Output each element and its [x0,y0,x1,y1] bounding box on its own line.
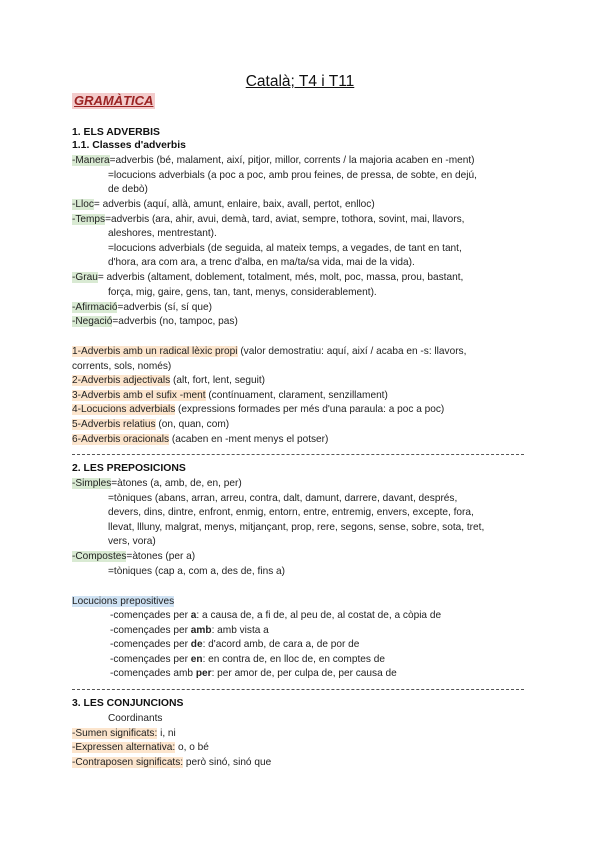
locucio-row [110,624,269,637]
locucio-keyword: en [190,654,203,665]
line-toniques-2: devers, dins, dintre, enfront, enmig, entorn, entre, entremig, envers, excepte, fora, [108,507,474,518]
line-temps-3: =locucions adverbials (de seguida, al mateix temps, a vegades, de tant en tant, [108,243,462,254]
divider [72,689,524,690]
label-alternativa: -Expressen alternativa: [72,742,176,753]
item-afirmacio [72,301,212,314]
label-tipus-2: 2-Adverbis adjectivals [72,375,171,386]
line-grau-2: força, mig, gaire, gens, tan, tant, menys, considerablement). [108,287,377,298]
locucio-examples: : en contra de, en lloc de, en comptes de [202,654,385,665]
locucio-row [110,638,359,651]
line-toniques-4: vers, vora) [108,536,156,547]
item-simples [72,477,242,490]
label-afirmacio: -Afirmació [72,302,118,313]
text-temps: =adverbis (ara, ahir, avui, demà, tard, aviat, sempre, tothora, sovint, mai, llavors, [105,214,465,225]
line-compostes-2: =tòniques (cap a, com a, des de, fins a) [108,566,286,577]
item-tipus-1 [72,345,466,358]
label-tipus-1: 1-Adverbis amb un radical lèxic propi [72,346,238,357]
locucio-keyword: a [190,610,197,621]
text-compostes: =àtones (per a) [126,551,196,562]
locucio-prefix: -començades amb [110,668,196,679]
locucio-prefix: -començades per [110,654,191,665]
locucio-examples: : d'acord amb, de cara a, de por de [202,639,360,650]
locucio-row [110,653,385,666]
text-contraposen: però sinó, sinó que [183,757,272,768]
label-locucions: Locucions prepositives [72,596,175,607]
label-tipus-5: 5-Adverbis relatius [72,419,156,430]
locucio-examples: : per amor de, per culpa de, per causa de [211,668,397,679]
item-grau [72,271,463,284]
locucio-keyword: per [195,668,212,679]
locucio-prefix: -començades per [110,625,191,636]
label-manera: -Manera [72,155,110,166]
item-alternativa [72,741,209,754]
text-tipus-2: (alt, fort, lent, seguit) [170,375,265,386]
item-sumen [72,727,176,740]
line-toniques-1: =tòniques (abans, arran, arreu, contra, dalt, damunt, darrere, davant, després, [108,493,458,504]
subheading-coordinants: Coordinants [108,713,163,724]
label-negacio: -Negació [72,316,113,327]
locucio-prefix: -començades per [110,639,191,650]
line-tipus-1-2: corrents, sols, només) [72,361,172,372]
item-lloc [72,198,375,211]
item-tipus-4 [72,403,444,416]
item-temps [72,213,464,226]
line-temps-4: d'hora, ara com ara, a trenc d'alba, en ma/ta/sa vida, mai de la vida). [108,257,415,268]
heading-conjuncions: 3. LES CONJUNCIONS [72,698,184,709]
text-negacio: =adverbis (no, tampoc, pas) [112,316,238,327]
label-simples: -Simples [72,478,112,489]
label-sumen: -Sumen significats: [72,728,158,739]
divider [72,454,524,455]
locucio-examples: : a causa de, a fi de, al peu de, al costat de, a còpia de [196,610,442,621]
text-alternativa: o, o bé [175,742,209,753]
document-title: Català; T4 i T11 [245,73,355,90]
label-temps: -Temps [72,214,106,225]
text-sumen: i, ni [157,728,176,739]
text-tipus-5: (on, quan, com) [155,419,230,430]
item-negacio [72,315,238,328]
text-simples: =àtones (a, amb, de, en, per) [111,478,242,489]
line-toniques-3: llevat, llluny, malgrat, menys, mitjançant, prop, rere, segons, sense, sobre, sota, tret, [108,522,485,533]
label-tipus-6: 6-Adverbis oracionals [72,434,170,445]
label-tipus-3: 3-Adverbis amb el sufix -ment [72,390,206,401]
line-manera-3: de debò) [108,184,148,195]
locucions-heading [72,595,174,608]
heading-adverbis: 1. ELS ADVERBIS [72,127,160,138]
section-title: GRAMÀTICA [74,93,154,108]
text-grau: = adverbis (altament, doblement, totalment, més, molt, poc, massa, prou, bastant, [97,272,464,283]
label-tipus-4: 4-Locucions adverbials [72,404,176,415]
item-manera [72,154,475,167]
label-compostes: -Compostes [72,551,127,562]
item-contraposen [72,756,271,769]
line-manera-2: =locucions adverbials (a poc a poc, amb prou feines, de pressa, de sobte, en dejú, [108,170,477,181]
locucio-prefix: -començades per [110,610,191,621]
text-tipus-3: (contínuament, clarament, senzillament) [205,390,388,401]
item-tipus-6 [72,433,328,446]
item-tipus-2 [72,374,265,387]
text-tipus-6: (acaben en -ment menys el potser) [169,434,329,445]
heading-preposicions: 2. LES PREPOSICIONS [72,463,186,474]
label-contraposen: -Contraposen significats: [72,757,184,768]
locucio-row [110,609,441,622]
text-tipus-4: (expressions formades per més d'una paraula: a poc a poc) [175,404,445,415]
locucio-examples: : amb vista a [211,625,269,636]
item-tipus-5 [72,418,229,431]
locucio-keyword: amb [190,625,212,636]
subheading-classes: 1.1. Classes d'adverbis [72,140,186,151]
text-afirmacio: =adverbis (sí, sí que) [117,302,212,313]
item-compostes [72,550,195,563]
text-manera: =adverbis (bé, malament, així, pitjor, millor, corrents / la majoria acaben en -ment) [109,155,475,166]
item-tipus-3 [72,389,388,402]
text-tipus-1: (valor demostratiu: aquí, així / acaba en -s: llavors, [237,346,467,357]
text-lloc: = adverbis (aquí, allà, amunt, enlaire, baix, avall, pertot, enlloc) [93,199,375,210]
locucio-row [110,667,397,680]
line-temps-2: aleshores, mentrestant). [108,228,217,239]
label-grau: -Grau [72,272,98,283]
label-lloc: -Lloc [72,199,94,210]
locucio-keyword: de [190,639,203,650]
